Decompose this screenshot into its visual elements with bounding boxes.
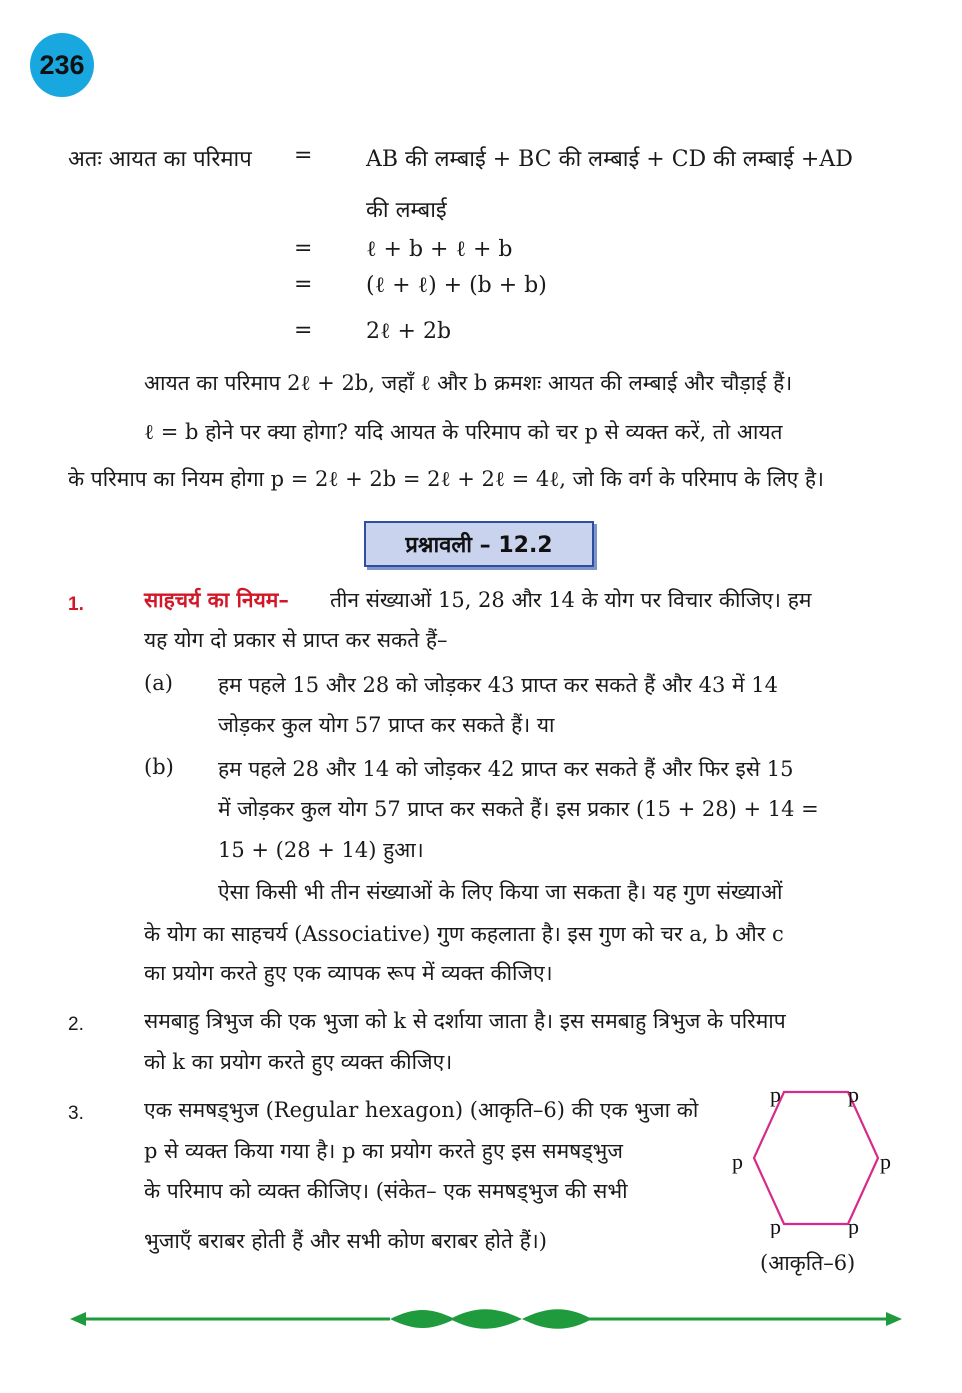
question-2-line-1: समबाहु त्रिभुज की एक भुजा को k से दर्शाया जाता है। इस समबाहु त्रिभुज के परिमाप [144,1009,786,1033]
hexagon-figure [726,1078,906,1238]
perimeter-line-1b: की लम्बाई [366,198,447,223]
equals-sign: = [294,318,313,343]
regular-hexagon [754,1092,878,1224]
hexagon-side-label: p [848,1214,859,1238]
hexagon-side-label: p [880,1149,891,1174]
equals-sign: = [294,272,313,297]
hexagon-side-label: p [848,1082,859,1107]
question-3-line-4: भुजाएँ बराबर होती हैं और सभी कोण बराबर होते हैं।) [144,1229,547,1253]
hexagon-side-label: p [732,1149,743,1174]
part-a-line-2: जोड़कर कुल योग 57 प्राप्त कर सकते हैं। या [218,713,555,737]
exercise-heading: प्रश्नावली – 12.2 [364,521,594,567]
question-3-line-2: p से व्यक्त किया गया है। p का प्रयोग करते हुए इस समषड्भुज [144,1139,623,1163]
associative-line-3: का प्रयोग करते हुए एक व्यापक रूप में व्यक्त कीजिए। [144,961,553,985]
associative-line-2: के योग का साहचर्य (Associative) गुण कहलाता है। इस गुण को चर a, b और c [144,922,784,946]
question-3-line-3: के परिमाप को व्यक्त कीजिए। (संकेत– एक समषड्भुज की सभी [144,1179,628,1203]
question-1-line-1: तीन संख्याओं 15, 28 और 14 के योग पर विचार कीजिए। हम [330,588,812,612]
part-b-line-3: 15 + (28 + 14) हुआ। [218,838,424,862]
part-a-label: (a) [144,671,173,695]
perimeter-line-2: ℓ + b + ℓ + b [366,237,513,262]
hexagon-side-label: p [770,1214,781,1238]
question-1-line-2: यह योग दो प्रकार से प्राप्त कर सकते हैं– [144,628,448,652]
equals-sign: = [294,236,313,261]
question-3-line-1: एक समषड्भुज (Regular hexagon) (आकृति–6) की एक भुजा को [144,1098,699,1122]
paragraph-square-line-1: ℓ = b होने पर क्या होगा? यदि आयत के परिमाप को चर p से व्यक्त करें, तो आयत [144,420,783,444]
decorative-divider [70,1304,902,1334]
question-2-line-2: को k का प्रयोग करते हुए व्यक्त कीजिए। [144,1050,453,1074]
question-2-number: 2. [68,1014,84,1035]
associative-line-1: ऐसा किसी भी तीन संख्याओं के लिए किया जा सकता है। यह गुण संख्याओं [218,880,783,904]
perimeter-line-4: 2ℓ + 2b [366,319,452,344]
equals-sign: = [294,143,313,168]
part-b-line-1: हम पहले 28 और 14 को जोड़कर 42 प्राप्त कर सकते हैं और फिर इसे 15 [218,757,794,781]
figure-caption: (आकृति–6) [760,1251,856,1275]
part-b-label: (b) [144,755,174,779]
paragraph-square-line-2: के परिमाप का नियम होगा p = 2ℓ + 2b = 2ℓ + 2ℓ = 4ℓ, जो कि वर्ग के परिमाप के लिए है। [68,467,824,491]
paragraph-rectangle-perimeter: आयत का परिमाप 2ℓ + 2b, जहाँ ℓ और b क्रमशः आयत की लम्बाई और चौड़ाई हैं। [144,371,793,395]
part-a-line-1: हम पहले 15 और 28 को जोड़कर 43 प्राप्त कर सकते हैं और 43 में 14 [218,673,778,697]
hexagon-side-label: p [770,1082,781,1107]
perimeter-lhs: अतः आयत का परिमाप [68,147,252,172]
question-1-title: साहचर्य का नियम– [144,587,289,612]
question-3-number: 3. [68,1103,84,1124]
perimeter-line-3: (ℓ + ℓ) + (b + b) [366,273,547,298]
perimeter-line-1: AB की लम्बाई + BC की लम्बाई + CD की लम्बाई +AD [366,147,853,172]
part-b-line-2: में जोड़कर कुल योग 57 प्राप्त कर सकते हैं। इस प्रकार (15 + 28) + 14 = [218,797,819,821]
page-number-badge: 236 [30,33,94,97]
question-1-number: 1. [68,594,84,615]
